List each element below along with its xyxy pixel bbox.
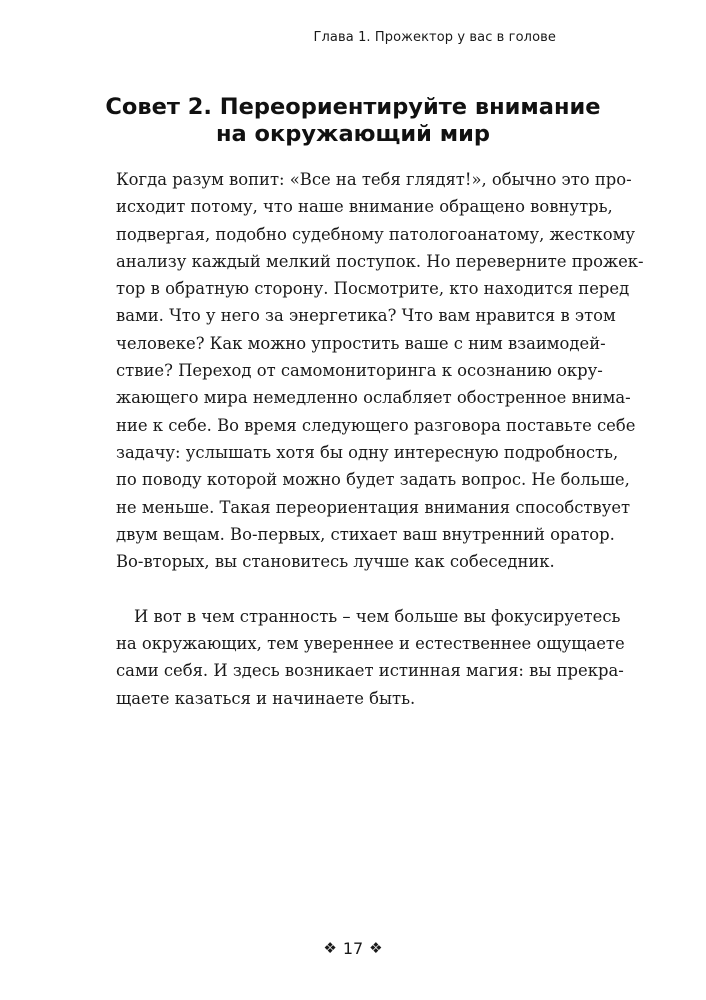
text-line: сами себя. И здесь возникает истинная магия: вы прекра- <box>116 661 624 681</box>
page-folio <box>0 939 706 958</box>
text-line: Во-вторых, вы становитесь лучше как собеседник. <box>116 552 555 572</box>
text-line: задачу: услышать хотя бы одну интересную подробность, <box>116 442 619 462</box>
paragraph-2 <box>116 603 625 712</box>
running-header: Глава 1. Прожектор у вас в голове <box>313 30 556 45</box>
body-text <box>116 166 644 712</box>
text-line: человеке? Как можно упростить ваше с ним взаимодей- <box>116 333 606 353</box>
text-line: тор в обратную сторону. Посмотрите, кто находится перед <box>116 279 630 299</box>
text-line: на окружающих, тем увереннее и естественнее ощущаете <box>116 634 625 654</box>
text-line: анализу каждый мелкий поступок. Но переверните прожек- <box>116 251 644 271</box>
text-line: ствие? Переход от самомониторинга к осознанию окру- <box>116 361 603 381</box>
text-line: вами. Что у него за энергетика? Что вам нравится в этом <box>116 306 616 326</box>
text-line: по поводу которой можно будет задать вопрос. Не больше, <box>116 470 630 490</box>
ornament-left-icon: ❖ <box>323 939 337 957</box>
text-line: жающего мира немедленно ослабляет обостренное внима- <box>116 388 631 408</box>
text-line: не меньше. Такая переориентация внимания способствует <box>116 497 631 517</box>
ornament-right-icon: ❖ <box>369 939 383 957</box>
text-line: Когда разум вопит: «Все на тебя глядят!», обычно это про- <box>116 170 632 189</box>
paragraph-gap <box>116 575 586 602</box>
text-line: подвергая, подобно судебному патологоанатому, жесткому <box>116 224 636 244</box>
text-line: ние к себе. Во время следующего разговора поставьте себе <box>116 415 636 435</box>
text-line: И вот в чем странность – чем больше вы фокусируетесь <box>134 606 621 626</box>
page-number: 17 <box>342 939 364 958</box>
section-title <box>0 94 706 148</box>
text-line: исходит потому, что наше внимание обращено вовнутрь, <box>116 197 613 217</box>
text-line: щаете казаться и начинаете быть. <box>116 688 416 708</box>
paragraph-1 <box>116 166 644 575</box>
section-title-line-1: Совет 2. Переориентируйте внимание <box>105 94 601 120</box>
text-line: двум вещам. Во-первых, стихает ваш внутренний оратор. <box>116 524 615 544</box>
section-title-line-2: на окружающий мир <box>215 121 490 147</box>
